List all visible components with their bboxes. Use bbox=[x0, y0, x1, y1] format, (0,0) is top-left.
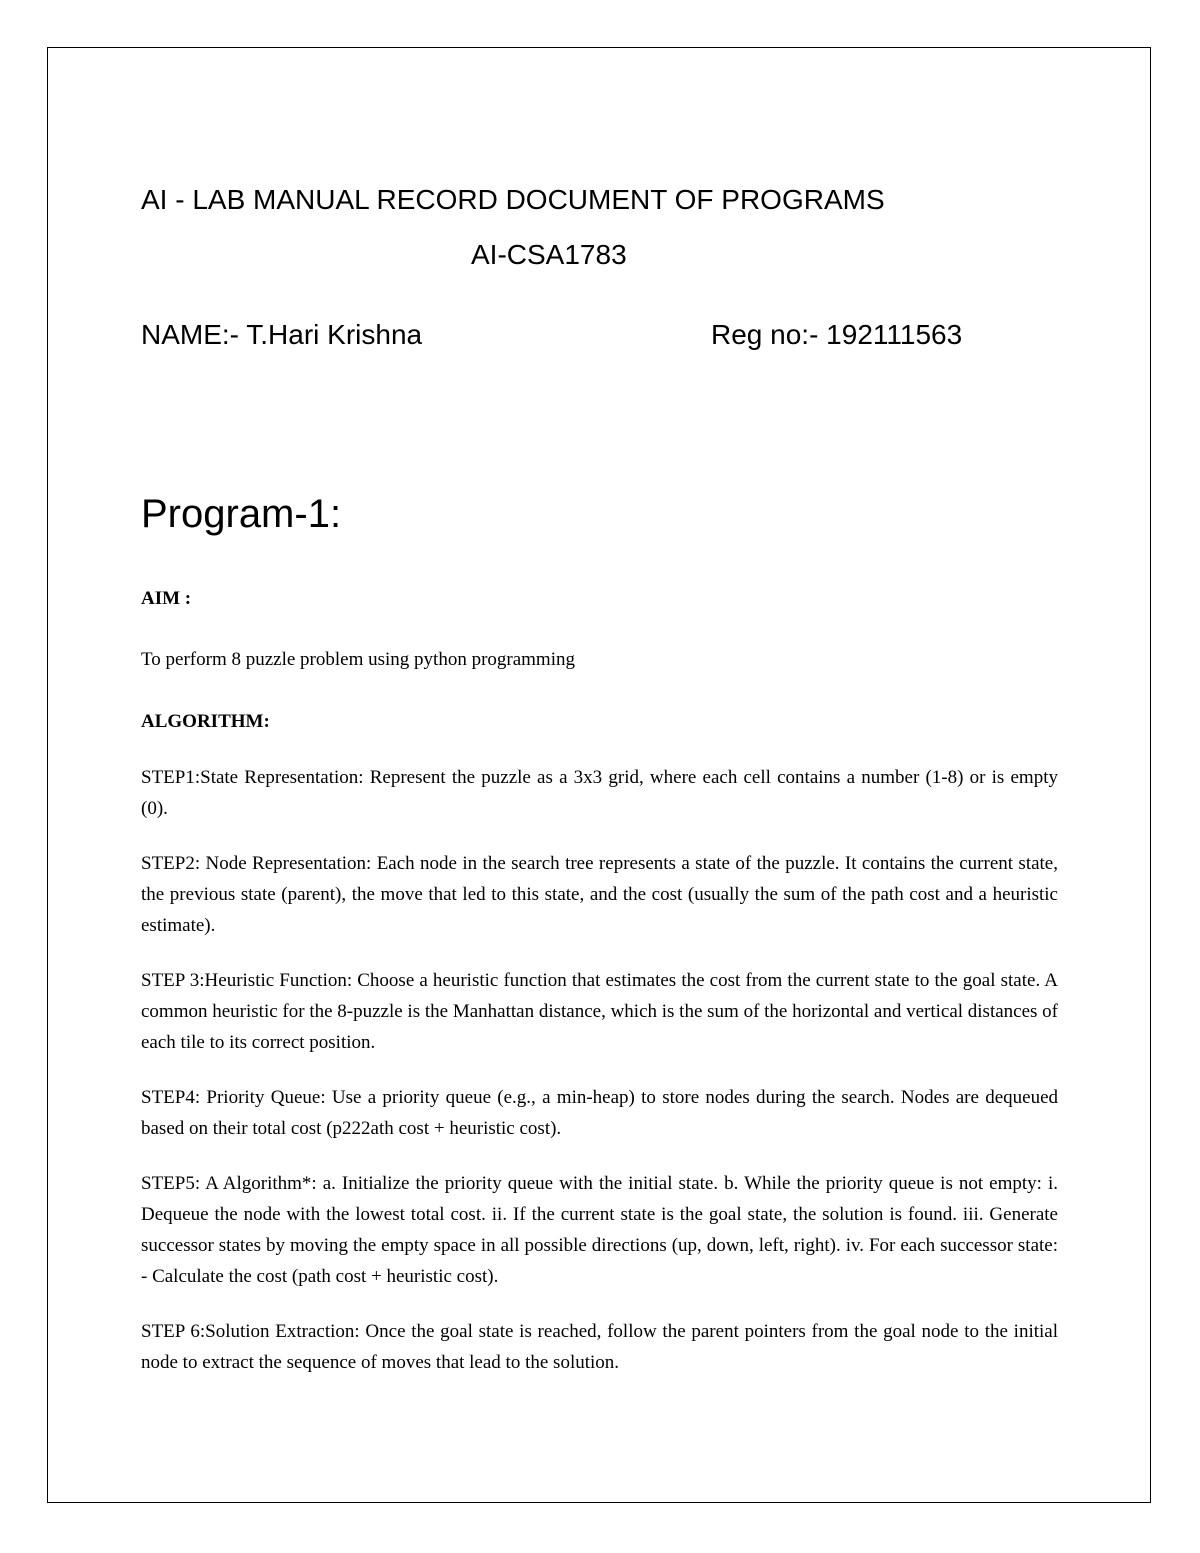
document-title: AI - LAB MANUAL RECORD DOCUMENT OF PROGRAMS bbox=[141, 184, 885, 215]
algorithm-label: ALGORITHM: bbox=[141, 711, 270, 732]
algorithm-step: STEP5: A Algorithm*: a. Initialize the priority queue with the initial state. b. While the priority queue is not empty: i. Dequeue the node with the lowest total cost. ii. If the current state is the goal state, the solution is found. iii. Generate successor states by moving the empty space in all possible directions (up, down, left, right). iv. For each successor state: - Calculate the cost (path cost + heuristic cost). bbox=[141, 1173, 1058, 1287]
algorithm-step: STEP2: Node Representation: Each node in the search tree represents a state of the puzzle. It contains the current state, the previous state (parent), the move that led to this state, and the cost (usually the sum of the path cost and a heuristic estimate). bbox=[141, 853, 1058, 936]
algorithm-step: STEP4: Priority Queue: Use a priority queue (e.g., a min-heap) to store nodes during the search. Nodes are dequeued based on their total cost (p222ath cost + heuristic cost). bbox=[141, 1087, 1058, 1139]
algorithm-step: STEP1:State Representation: Represent the puzzle as a 3x3 grid, where each cell contains a number (1-8) or is empty (0). bbox=[141, 767, 1058, 819]
aim-text: To perform 8 puzzle problem using python programming bbox=[141, 649, 575, 670]
algorithm-steps bbox=[141, 762, 1058, 1402]
student-name: NAME:- T.Hari Krishna bbox=[141, 319, 423, 350]
algorithm-step: STEP 3:Heuristic Function: Choose a heuristic function that estimates the cost from the current state to the goal state. A common heuristic for the 8-puzzle is the Manhattan distance, which is the sum of the horizontal and vertical distances of each tile to its correct position. bbox=[141, 970, 1059, 1053]
algorithm-step: STEP 6:Solution Extraction: Once the goal state is reached, follow the parent pointers from the goal node to the initial node to extract the sequence of moves that lead to the solution. bbox=[141, 1321, 1058, 1373]
registration-number: Reg no:- 192111563 bbox=[711, 319, 963, 350]
program-heading: Program-1: bbox=[141, 492, 342, 536]
aim-label: AIM : bbox=[141, 588, 192, 609]
course-code: AI-CSA1783 bbox=[471, 239, 627, 270]
